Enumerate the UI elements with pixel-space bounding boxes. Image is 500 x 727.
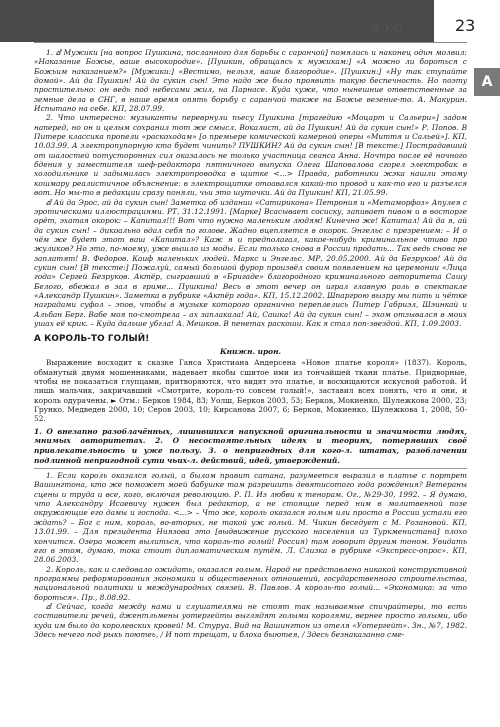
entry-definitions: 1. О внезапно разоблачённых, лишившихся напускной оригинальности и значимости людях, мнимых авторитетах. 2. О несостоятельных идеях и теориях, потерявших своё привлекательность и уже пользу. 3. о непригодных для кого-л. штатах, разоблачении подлинной непригодной сути чьих-л. действий, идей, утверждений. <box>34 426 467 465</box>
page-header <box>0 0 500 42</box>
section-divider <box>34 468 467 469</box>
entry-example-3: ⅆ Сейчас, когда между нами и слушателями не стоят так называемые спичрайтеры, то есть составители речей, джентльмены уотергейты выглядят голыми королями, вернее просто голыми, ибо куда им было до королевских кровей! М. Стуруа. Вид на Вашингтон из отеля «Уотергейт». Зн., №7, 1982. Здесь нечего под рыкь поютеь, / И пот трещат, и блоха быютея, / Здесь безнаказанно сме- <box>34 601 467 639</box>
running-head: А КО <box>372 22 404 35</box>
header-dark-bar <box>0 0 434 42</box>
example-paragraph-1: 1. ⅆ Мужики [на вопрос Пушкина, посланного для борьбы с саранчой] помялись и наконец один молвил: «Наказание Божье, ваше высокородие». [Пушкин, обращаясь к мужикам:] «А можно ли бороться с Божьим наказанием?» [Мужики:] «Вестимо, нельзя, ваше благородие». [Пушкин:] «Ну так ступайте домой». Ай да Пушкин! Ай да сукин сын! Это надо же было проявить такую беспечность. Но поэту простительно: он ведь под небесами жил, на Парнасе. Куда хуже, что нынешние ответственные за земные дела в СНГ, в наше время опять борьбу с саранчой также на Божье везение-то. А. Макурин. Испытано на себе. КП, 28.07.99. <box>34 48 467 114</box>
example-paragraph-3: ⅆ Ай да Эрос, ай да сукин сын! Заметка об издании «Сатирикона» Петрония и «Метаморфоз» Апулея с эротическими иллюстрациями. РТ, 31.12.1991. [Марке] Всасывает сосиску, запивает пивом и в восторге орёт, эхатая окорок: – Капитал!!! Вот что нужно маленьким людям! Кинечно же! Капитал! Ай да я, ай да сукин сын! – дикоально вдал себя по голове. Жадно вцепляется в окорок. Энгельс с презрением: – И о чём же будет этот ваш «Капитал»? Каж я и предполагал, какое-нибудь криминальное чтиво про жуликов? Но это, по-моему, уже вышло из моды. Если только снова в России продать... Так ведь снова не заплатят! В. Федоров. Каиф маленьких людей. Маркс и Энгельс. МР, 20.05.2000. Ай да Безруков! Ай да сукин сын! [В тексте:] Пожалуй, самый большой фурор произвёл своим появлением на церемонии «Лица года» Сергей Безруков. Актёр, сыгравший в «Бригаде» благородного криминального авторитета Сашу Белого, вбежал в зал в гриме... Пушкина! Весь в этот вечер он играл главную роль в спектакле «Александр Пушкин». Заметка в рубрике «Актёр года». КП, 15.12.2002. Шпаргрою вызру мы пить и чётке наградами суфол – эпов, чтобы в музыке которого органично переплелись Питер Габриэл, Шэинкай и Альбан Берг. Вабе моя по-смотрела – ах заплакала! Ай, Сашка! Ай да сукин сын! – эхом отзывался в моих ушах её крик. – Куда дальше убгла! А. Мешков. В пенетах раскоши. Как я стал поп-звездой. КП, 1.09.2003. <box>34 197 467 328</box>
section-tab-letter: А <box>481 74 493 90</box>
entry-title: А КОРОЛЬ-ТО ГОЛЫЙ! <box>34 334 150 345</box>
section-tab <box>474 68 500 96</box>
example-paragraph-2: 2. Что интересно: музыканты переврнули пьесу Пушкина [трагедию «Моцарт и Сальери»] задом наперед, но он и целым сохранил тот же смысл. Вокалист, ай да Пушкин! Ай да сукин сын!» Р. Попов. В Питере классика пропели «раскоходам» [о премьере комической камерной оперы «Миття и Сальей»]. КП, 10.03.99. А электропупорную кто будет чинить? ПУШКИН? Ай да сукин сын! [В тексте:] Пострадавший от шалостей потусторонних сил оказалось не только участница сеанса Анна. Ночтро после её ночного бдения у заместителя шеф-редактора пятничного выпуска Олега Шаповалова сгорел электробак в холодильнике и задымилась электропроводка в щитке <...> Правда, работники жэка нашли этому кошмару реалистичное объяснение: в электрощитке отоавался какой-то провод и как-то его и разъелся вот. Но мы-то в редакции сразу поняли, чьи это шуточки. Ай да Пушкин! КП, 21.05.99. <box>34 113 467 198</box>
page-content <box>34 48 467 639</box>
stylistic-label: Книжн. ирон. <box>219 347 282 357</box>
entry-example-2: 2. Король, как и следовало ожидать, оказался голым. Народ не представлено никакой конструктивной программы реформирования экономики и общественных отношений, государственного строительства, национальной политики и международных связей. В. Павлов. А король-то голый... «Экономика: за что бороться». Пр., 8.08.92. <box>34 564 467 602</box>
page-number: 23 <box>455 16 476 35</box>
header-rule <box>34 42 467 43</box>
entry-example-1: 1. Если король оказался голый, а былом правит сатана, разумеется выразил в платье с портрет Вашингтона, кто же поможет моей бабушке там разрешить девятисотого года рождения? Ветераны сцены и труда и все, кого, включая революцию. Р. П. Из любви к тенорам. Ог., №29-30, 1992. – Я думаю, что Александру Исаевичу нужен был редактор, а не стоящие перед ним в молитвенной позе окружающие его дамы и господа. <...> – Что же, король оказался голым или просто в России устали его ждать? – Бог с ним, король, во-вторых, не такой уж голый. М. Чикин беседует с М. Розановой. КП, 13.01.99. – Для президента Ниязова это [выдвижение русского населения из Туркменистана] плохо кончится. Озера может вылиться, что король-то голый! Россия) там говорит другим тоном. Увидать его в этом, думаю, тока стоит дипломатическим путём. Л. Слизка в рубрике «Экспресс-опрос». КП, 28.06.2003. <box>34 471 467 565</box>
entry-origin: Выражение восходит к сказке Ганса Христиана Андерсена «Новое платье короля» (1837). Король, обманутый двумя мошенниками, надевает якобы сшитое ими из тончайшей ткани платье. Придворные, чтобы не показаться глупцами, притворяются, что видят это платье, и восхищаются искусной работой. И лишь мальчик, закричавший «Смотрите, король-то совсем голый!», заставил всех понять, что и они, и король одурачены. ► Отм.: Берков 1984, 83; Уолш, Берков 2003, 53; Берков, Мокиенко, Шулежкова 2000, 23; Грунко, Медведев 2000, 10; Серов 2003, 10; Кирсанова 2007, 6; Берков, Мокиенко, Шулежкова 1, 2008, 50-52. <box>34 358 467 424</box>
